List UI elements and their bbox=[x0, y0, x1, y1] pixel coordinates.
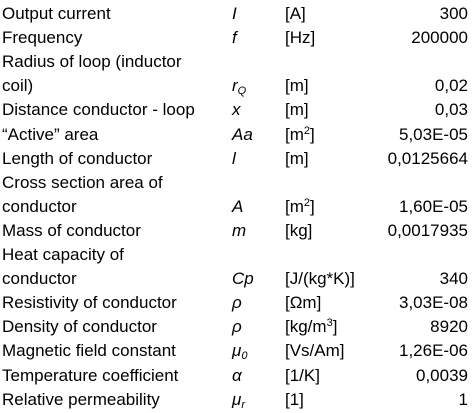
unit-text: [A] bbox=[285, 4, 306, 23]
symbol-subscript: Q bbox=[237, 85, 247, 98]
unit-closing-bracket: ] bbox=[310, 124, 315, 144]
unit-text: [Hz] bbox=[285, 28, 316, 48]
parameter-name: Resistivity of conductor bbox=[2, 293, 177, 313]
unit-text: [kg] bbox=[285, 220, 313, 240]
unit-text: [1/K] bbox=[285, 365, 320, 385]
parameter-name: Mass of conductor bbox=[2, 220, 141, 240]
parameter-symbol bbox=[232, 147, 282, 171]
parameter-value: 0,0039 bbox=[416, 365, 468, 385]
parameter-symbol bbox=[232, 74, 282, 98]
parameter-name: Temperature coefficient bbox=[2, 365, 179, 385]
parameter-value: 1 bbox=[458, 389, 468, 409]
parameter-symbol bbox=[232, 291, 282, 315]
table-row bbox=[0, 291, 474, 315]
table-row bbox=[0, 147, 474, 171]
unit-text: [J/(kg*K)] bbox=[285, 269, 355, 289]
unit-text: [m] bbox=[285, 148, 309, 168]
unit-text: [1] bbox=[285, 389, 304, 409]
symbol-text: A bbox=[232, 196, 244, 216]
symbol-text: f bbox=[232, 28, 237, 48]
parameter-value bbox=[308, 243, 468, 267]
table-row bbox=[0, 195, 474, 219]
symbol-text: r bbox=[232, 76, 238, 96]
unit-exponent: 2 bbox=[303, 124, 311, 137]
table-row bbox=[0, 267, 474, 291]
parameter-name: Frequency bbox=[2, 28, 83, 48]
symbol-text: Cp bbox=[232, 269, 254, 289]
unit-text: [m] bbox=[285, 100, 309, 120]
table-row bbox=[0, 26, 474, 50]
table-row bbox=[0, 123, 474, 147]
table-row bbox=[0, 2, 474, 26]
unit-closing-bracket: ] bbox=[310, 196, 315, 216]
symbol-text: Aa bbox=[232, 124, 253, 144]
table-row bbox=[0, 74, 474, 98]
parameter-value: 3,03E-08 bbox=[399, 293, 468, 313]
unit-closing-bracket: ] bbox=[332, 317, 338, 337]
table-row bbox=[0, 243, 474, 267]
symbol-subscript: 0 bbox=[241, 350, 248, 363]
table-row bbox=[0, 219, 474, 243]
unit-exponent: 3 bbox=[326, 317, 333, 330]
parameter-name: Length of conductor bbox=[2, 148, 153, 168]
parameter-symbol bbox=[232, 364, 282, 388]
unit-text: [m bbox=[285, 196, 304, 216]
parameter-value: 1,26E-06 bbox=[399, 341, 468, 361]
parameter-name: coil) bbox=[2, 76, 34, 96]
parameter-symbol bbox=[232, 339, 282, 363]
unit-text: [m bbox=[285, 124, 304, 144]
parameter-value: 0,03 bbox=[434, 100, 468, 120]
parameter-symbol bbox=[232, 243, 282, 267]
table-row bbox=[0, 98, 474, 122]
unit-text: [Vs/Am] bbox=[285, 341, 345, 361]
symbol-text: μ bbox=[232, 341, 242, 361]
parameter-name: Heat capacity of bbox=[2, 245, 124, 264]
parameter-symbol bbox=[232, 195, 282, 219]
parameter-symbol bbox=[232, 2, 282, 26]
parameter-name: Density of conductor bbox=[2, 317, 157, 337]
parameter-value: 0,0125664 bbox=[387, 148, 468, 168]
symbol-text: x bbox=[232, 100, 241, 120]
parameter-name: Radius of loop (inductor bbox=[2, 52, 182, 72]
parameter-value: 5,03E-05 bbox=[399, 124, 468, 144]
parameter-name: Output current bbox=[2, 4, 111, 23]
parameter-symbol bbox=[232, 219, 282, 243]
table-row bbox=[0, 364, 474, 388]
parameter-name: Distance conductor - loop bbox=[2, 100, 195, 120]
symbol-text: ρ bbox=[232, 293, 242, 313]
parameter-name: Relative permeability bbox=[2, 389, 160, 409]
table-row bbox=[0, 339, 474, 363]
parameter-symbol bbox=[232, 315, 282, 339]
parameter-value: 0,02 bbox=[434, 76, 468, 96]
parameter-value: 1,60E-05 bbox=[399, 196, 468, 216]
parameter-name: conductor bbox=[2, 269, 77, 289]
symbol-text: α bbox=[232, 365, 242, 385]
symbol-subscript: r bbox=[241, 398, 245, 411]
symbol-text: μ bbox=[232, 389, 242, 409]
table-row bbox=[0, 171, 474, 195]
table-row bbox=[0, 50, 474, 74]
parameter-value: 8920 bbox=[430, 317, 468, 337]
parameter-symbol bbox=[232, 98, 282, 122]
parameter-name: conductor bbox=[2, 196, 77, 216]
parameter-symbol bbox=[232, 123, 282, 147]
table-row bbox=[0, 388, 474, 412]
parameter-symbol bbox=[232, 171, 282, 195]
parameter-name: Cross section area of bbox=[2, 172, 163, 192]
parameter-value: 200000 bbox=[411, 28, 468, 48]
symbol-text: m bbox=[232, 220, 247, 240]
parameter-symbol bbox=[232, 267, 282, 291]
parameter-name: Magnetic field constant bbox=[2, 341, 176, 361]
unit-exponent: 2 bbox=[303, 196, 311, 209]
unit-text: [Ωm] bbox=[285, 293, 322, 313]
unit-text: [kg/m bbox=[285, 317, 327, 337]
parameter-value: 0,0017935 bbox=[387, 220, 468, 240]
parameter-value: 340 bbox=[439, 269, 468, 289]
unit-text: [m] bbox=[285, 76, 309, 96]
symbol-text: ρ bbox=[232, 317, 242, 337]
symbol-text: I bbox=[232, 4, 237, 23]
table-row bbox=[0, 315, 474, 339]
parameter-value: 300 bbox=[439, 4, 468, 23]
parameter-value bbox=[308, 50, 468, 74]
parameter-name: “Active” area bbox=[2, 124, 99, 144]
parameter-symbol bbox=[232, 26, 282, 50]
parameter-symbol bbox=[232, 388, 282, 412]
parameter-value bbox=[308, 171, 468, 195]
symbol-text: l bbox=[232, 148, 236, 168]
parameter-symbol bbox=[232, 50, 282, 74]
